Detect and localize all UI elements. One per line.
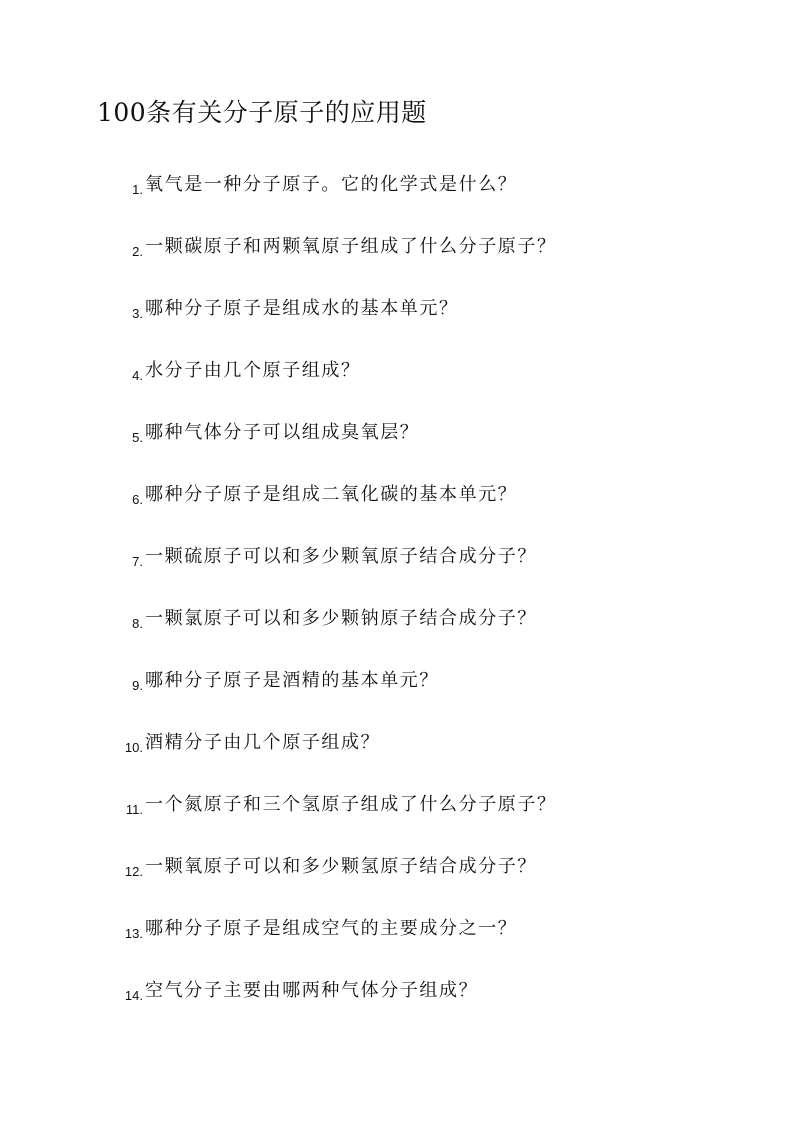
question-number: 8. xyxy=(132,616,143,631)
question-number: 9. xyxy=(132,678,143,693)
question-number: 5. xyxy=(132,430,143,445)
question-text: 一颗碳原子和两颗氧原子组成了什么分子原子？ xyxy=(145,236,557,257)
question-item xyxy=(0,914,800,954)
question-item xyxy=(0,976,800,1016)
question-item xyxy=(0,170,800,210)
question-text: 一颗氯原子可以和多少颗钠原子结合成分子？ xyxy=(145,608,537,629)
question-number: 11. xyxy=(125,802,143,817)
question-item xyxy=(0,232,800,272)
question-number: 6. xyxy=(132,492,143,507)
question-text: 水分子由几个原子组成？ xyxy=(145,360,361,381)
question-item xyxy=(0,356,800,396)
question-number: 14. xyxy=(124,988,143,1003)
question-text: 哪种分子原子是组成空气的主要成分之一？ xyxy=(145,918,518,939)
question-number: 3. xyxy=(132,306,143,321)
question-number: 2. xyxy=(132,244,143,259)
question-item xyxy=(0,852,800,892)
question-text: 哪种分子原子是组成二氧化碳的基本单元？ xyxy=(145,484,518,505)
question-number: 12. xyxy=(124,864,143,879)
question-text: 一个氮原子和三个氢原子组成了什么分子原子？ xyxy=(145,794,557,815)
question-item xyxy=(0,480,800,520)
question-text: 一颗氧原子可以和多少颗氢原子结合成分子？ xyxy=(145,856,537,877)
question-item xyxy=(0,666,800,706)
question-item xyxy=(0,294,800,334)
document-title: 100条有关分子原子的应用题 xyxy=(97,98,427,127)
question-text: 哪种分子原子是组成水的基本单元？ xyxy=(145,298,459,319)
question-text: 空气分子主要由哪两种气体分子组成？ xyxy=(145,980,479,1001)
question-item xyxy=(0,790,800,830)
question-item xyxy=(0,604,800,644)
question-number: 13. xyxy=(124,926,143,941)
question-item xyxy=(0,542,800,582)
question-text: 哪种气体分子可以组成臭氧层？ xyxy=(145,422,420,443)
question-text: 酒精分子由几个原子组成？ xyxy=(145,732,381,753)
question-text: 一颗硫原子可以和多少颗氧原子结合成分子？ xyxy=(145,546,537,567)
question-number: 10. xyxy=(124,740,143,755)
question-item xyxy=(0,418,800,458)
question-number: 1. xyxy=(132,182,143,197)
question-text: 氧气是一种分子原子。它的化学式是什么？ xyxy=(145,174,518,195)
question-text: 哪种分子原子是酒精的基本单元？ xyxy=(145,670,439,691)
question-number: 7. xyxy=(132,554,143,569)
question-item xyxy=(0,728,800,768)
question-number: 4. xyxy=(132,368,143,383)
